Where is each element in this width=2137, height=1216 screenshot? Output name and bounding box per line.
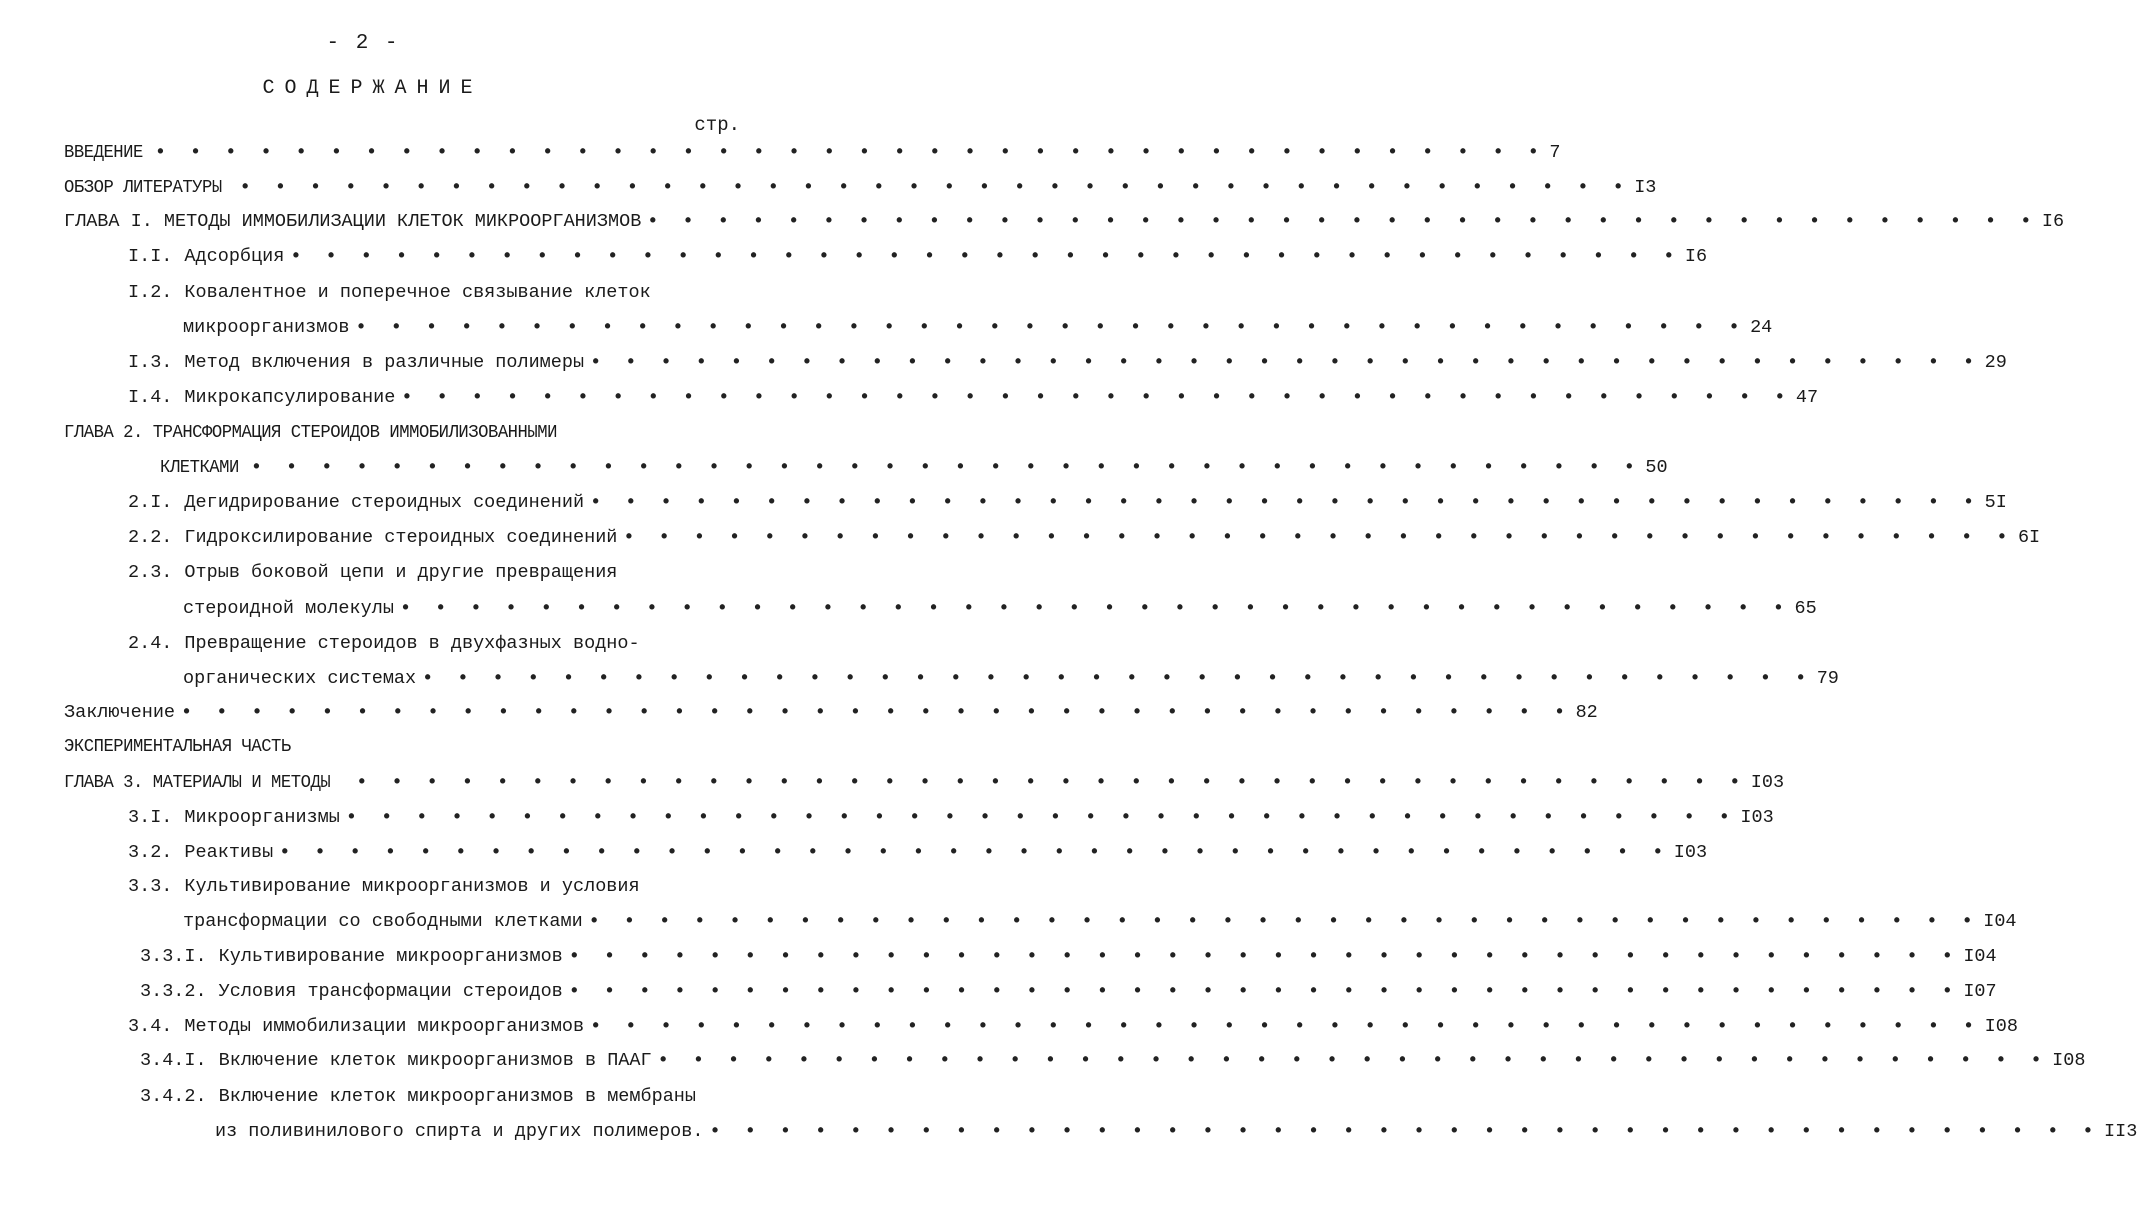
toc-entry-number: I.2. bbox=[128, 282, 173, 303]
toc-entry-page: 29 bbox=[1984, 352, 2007, 373]
toc-entry-page: I6 bbox=[2041, 211, 2065, 232]
toc-entry-page: 5I bbox=[1984, 492, 2007, 513]
toc-entry bbox=[128, 490, 2007, 516]
toc-entry bbox=[64, 140, 1561, 166]
toc-entry bbox=[128, 840, 1708, 866]
toc-entry-number: 3.2. bbox=[128, 842, 173, 863]
toc-entry-title: Методы иммобилизации микроорганизмов bbox=[184, 1016, 585, 1037]
toc-entry bbox=[64, 420, 724, 446]
toc-entry-number: 3.3. bbox=[128, 876, 173, 897]
toc-entry-page: I3 bbox=[1634, 177, 1657, 198]
toc-entry-title: ГЛАВА 2. ТРАНСФОРМАЦИЯ СТЕРОИДОВ ИММОБИЛИЗОВАННЫМИ bbox=[64, 422, 557, 443]
toc-entry-number: I.3. bbox=[128, 352, 173, 373]
toc-entry bbox=[128, 385, 1819, 411]
toc-entry-page: I03 bbox=[1740, 807, 1774, 828]
toc-entry bbox=[64, 209, 2065, 235]
toc-entry bbox=[128, 280, 724, 306]
toc-entry-page: 47 bbox=[1795, 387, 1819, 408]
page-column-label: стр. bbox=[694, 114, 740, 136]
toc-entry bbox=[140, 1048, 2086, 1074]
toc-entry bbox=[128, 244, 1708, 270]
toc-entry-title: Метод включения в различные полимеры bbox=[184, 352, 585, 373]
toc-entry bbox=[160, 455, 1668, 481]
dot-leader: • • • • • • • • • • • • • • • • • • • • • • • • • • • • • • • • • • • • • • • • bbox=[647, 211, 2038, 232]
toc-entry-title: Культивирование микроорганизмов и условия bbox=[184, 876, 640, 897]
dot-leader: • • • • • • • • • • • • • • • • • • • • • • • • • • • • • • • • • • • • • • • • bbox=[356, 772, 1747, 793]
toc-entry-number: 3.4.2. bbox=[140, 1086, 207, 1107]
toc-entry-title: Условия трансформации стероидов bbox=[218, 981, 563, 1002]
toc-entry-page: 65 bbox=[1794, 598, 1817, 619]
toc-entry-title: Ковалентное и поперечное связывание клеток bbox=[184, 282, 651, 303]
toc-entry-page: 82 bbox=[1575, 702, 1598, 723]
toc-entry-title: трансформации со свободными клетками bbox=[183, 911, 583, 932]
dot-leader: • • • • • • • • • • • • • • • • • • • • • • • • • • • • • • • • • • • • • • • • bbox=[154, 142, 1546, 163]
dot-leader: • • • • • • • • • • • • • • • • • • • • • • • • • • • • • • • • • • • • • • • • bbox=[355, 317, 1747, 338]
toc-entry-title: КЛЕТКАМИ bbox=[160, 457, 239, 478]
toc-entry bbox=[128, 350, 2007, 376]
toc-entry-number: 2.3. bbox=[128, 562, 173, 583]
dot-leader: • • • • • • • • • • • • • • • • • • • • • • • • • • • • • • • • • • • • • • • • bbox=[279, 842, 1670, 863]
toc-entry-page: I08 bbox=[1984, 1016, 2018, 1037]
toc-entry bbox=[183, 315, 1773, 341]
toc-entry bbox=[140, 979, 1997, 1005]
toc-entry-title: органических системах bbox=[183, 668, 417, 689]
toc-entry-page: I08 bbox=[2052, 1050, 2086, 1071]
toc-entry bbox=[64, 700, 1598, 726]
toc-entry-page: I04 bbox=[1963, 946, 1997, 967]
toc-entry-number: 3.4.I. bbox=[140, 1050, 207, 1071]
toc-entry-title: Отрыв боковой цепи и другие превращения bbox=[184, 562, 618, 583]
toc-entry-number: I.I. bbox=[128, 246, 173, 267]
toc-entry bbox=[128, 805, 1774, 831]
toc-entry bbox=[128, 525, 2041, 551]
toc-entry-title: Гидроксилирование стероидных соединений bbox=[184, 527, 618, 548]
toc-entry bbox=[140, 1084, 724, 1110]
toc-entry bbox=[64, 175, 1657, 201]
toc-entry-page: I04 bbox=[1983, 911, 2017, 932]
toc-entry-page: I6 bbox=[1684, 246, 1708, 267]
toc-entry-page: I07 bbox=[1963, 981, 1997, 1002]
dot-leader: • • • • • • • • • • • • • • • • • • • • • • • • • • • • • • • • • • • • • • • • bbox=[181, 702, 1572, 723]
toc-entry-number: I.4. bbox=[128, 387, 173, 408]
toc-entry-page: I03 bbox=[1750, 772, 1785, 793]
toc-entry-title: микроорганизмов bbox=[183, 317, 350, 338]
toc-entry bbox=[183, 666, 1839, 692]
toc-entry-page: 6I bbox=[2017, 527, 2041, 548]
toc-entry-title: Превращение стероидов в двухфазных водно- bbox=[184, 633, 640, 654]
dot-leader: • • • • • • • • • • • • • • • • • • • • • • • • • • • • • • • • • • • • • • • • bbox=[590, 352, 1981, 373]
dot-leader: • • • • • • • • • • • • • • • • • • • • • • • • • • • • • • • • • • • • • • • • bbox=[709, 1121, 2101, 1142]
page-number: - 2 - bbox=[326, 32, 400, 55]
toc-entry-title: Реактивы bbox=[184, 842, 274, 863]
toc-entry-number: 2.4. bbox=[128, 633, 173, 654]
toc-entry bbox=[128, 874, 724, 900]
toc-entry-number: 2.I. bbox=[128, 492, 173, 513]
toc-entry-number: 2.2. bbox=[128, 527, 173, 548]
toc-entry-number: 3.4. bbox=[128, 1016, 173, 1037]
toc-entry bbox=[183, 596, 1817, 622]
toc-entry-title: ОБЗОР ЛИТЕРАТУРЫ bbox=[64, 177, 222, 198]
toc-entry-title: ГЛАВА I. МЕТОДЫ ИММОБИЛИЗАЦИИ КЛЕТОК МИКРООРГАНИЗМОВ bbox=[64, 211, 642, 232]
toc-entry bbox=[128, 560, 724, 586]
dot-leader: • • • • • • • • • • • • • • • • • • • • • • • • • • • • • • • • • • • • • • • • bbox=[345, 807, 1737, 828]
toc-entry-page: 79 bbox=[1816, 668, 1839, 689]
toc-entry-title: из поливинилового спирта и других полимеров. bbox=[215, 1121, 704, 1142]
toc-entry-title: Включение клеток микроорганизмов в ПААГ bbox=[218, 1050, 652, 1071]
toc-entry-title: Заключение bbox=[64, 702, 176, 723]
toc-entry-page: II3 bbox=[2104, 1121, 2137, 1142]
dot-leader: • • • • • • • • • • • • • • • • • • • • • • • • • • • • • • • • • • • • • • • • bbox=[290, 246, 1681, 267]
toc-entry bbox=[215, 1119, 2137, 1145]
dot-leader: • • • • • • • • • • • • • • • • • • • • • • • • • • • • • • • • • • • • • • • • bbox=[239, 177, 1631, 198]
toc-entry-title: ГЛАВА 3. МАТЕРИАЛЫ И МЕТОДЫ bbox=[64, 772, 331, 793]
dot-leader: • • • • • • • • • • • • • • • • • • • • • • • • • • • • • • • • • • • • • • • • bbox=[590, 1016, 1981, 1037]
page-title: СОДЕРЖАНИЕ bbox=[262, 77, 483, 100]
dot-leader: • • • • • • • • • • • • • • • • • • • • • • • • • • • • • • • • • • • • • • • • bbox=[657, 1050, 2049, 1071]
toc-entry-page: 24 bbox=[1750, 317, 1773, 338]
toc-entry-title: Включение клеток микроорганизмов в мембраны bbox=[218, 1086, 697, 1107]
toc-entry bbox=[183, 909, 2017, 935]
toc-entry bbox=[140, 944, 1997, 970]
toc-entry-title: Адсорбция bbox=[184, 246, 285, 267]
toc-entry-title: стероидной молекулы bbox=[183, 598, 394, 619]
toc-entry bbox=[64, 734, 724, 760]
dot-leader: • • • • • • • • • • • • • • • • • • • • • • • • • • • • • • • • • • • • • • • • bbox=[623, 527, 2014, 548]
dot-leader: • • • • • • • • • • • • • • • • • • • • • • • • • • • • • • • • • • • • • • • • bbox=[588, 911, 1980, 932]
toc-entry-page: I03 bbox=[1673, 842, 1708, 863]
toc-entry-page: 7 bbox=[1549, 142, 1561, 163]
dot-leader: • • • • • • • • • • • • • • • • • • • • • • • • • • • • • • • • • • • • • • • • bbox=[250, 457, 1642, 478]
dot-leader: • • • • • • • • • • • • • • • • • • • • • • • • • • • • • • • • • • • • • • • • bbox=[568, 981, 1960, 1002]
dot-leader: • • • • • • • • • • • • • • • • • • • • • • • • • • • • • • • • • • • • • • • • bbox=[399, 598, 1791, 619]
toc-entry bbox=[128, 1014, 2018, 1040]
dot-leader: • • • • • • • • • • • • • • • • • • • • • • • • • • • • • • • • • • • • • • • • bbox=[401, 387, 1792, 408]
toc-entry bbox=[128, 631, 724, 657]
toc-entry-title: Микроорганизмы bbox=[184, 807, 340, 828]
toc-entry-title: ВВЕДЕНИЕ bbox=[64, 142, 143, 163]
toc-entry-title: Микрокапсулирование bbox=[184, 387, 396, 408]
dot-leader: • • • • • • • • • • • • • • • • • • • • • • • • • • • • • • • • • • • • • • • • bbox=[568, 946, 1960, 967]
toc-entry bbox=[64, 770, 1785, 796]
toc-entry-title: ЭКСПЕРИМЕНТАЛЬНАЯ ЧАСТЬ bbox=[64, 736, 291, 757]
toc-entry-page: 50 bbox=[1645, 457, 1668, 478]
toc-entry-number: 3.3.I. bbox=[140, 946, 207, 967]
toc-entry-title: Культивирование микроорганизмов bbox=[218, 946, 563, 967]
dot-leader: • • • • • • • • • • • • • • • • • • • • • • • • • • • • • • • • • • • • • • • • bbox=[422, 668, 1813, 689]
toc-entry-number: 3.I. bbox=[128, 807, 173, 828]
toc-entry-title: Дегидрирование стероидных соединений bbox=[184, 492, 585, 513]
dot-leader: • • • • • • • • • • • • • • • • • • • • • • • • • • • • • • • • • • • • • • • • bbox=[590, 492, 1981, 513]
toc-entry-number: 3.3.2. bbox=[140, 981, 207, 1002]
